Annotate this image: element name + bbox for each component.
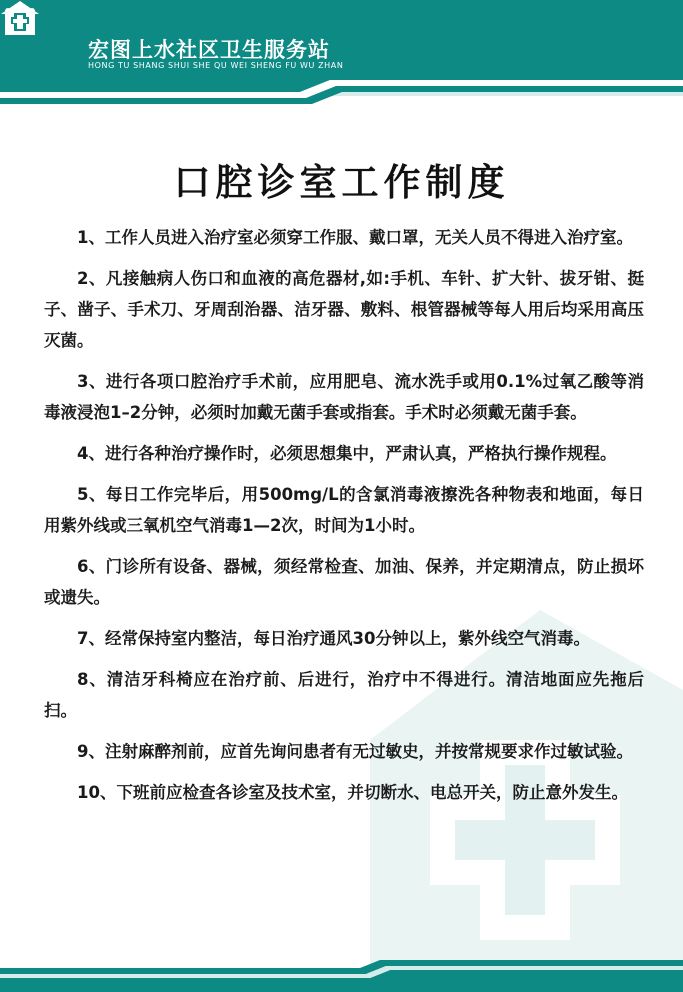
rule-item: 2、凡接触病人伤口和血液的高危器材,如:手机、车针、扩大针、拔牙钳、挺子、凿子、手术刀、牙周刮治器、洁牙器、敷料、根管器械等每人用后均采用高压灭菌。: [44, 269, 644, 350]
clinic-cross-house-icon: [0, 0, 40, 36]
org-pinyin: HONG TU SHANG SHUI SHE QU WEI SHENG FU WU ZHAN: [88, 61, 344, 70]
rule-item: 4、进行各种治疗操作时，必须思想集中，严肃认真，严格执行操作规程。: [77, 444, 617, 463]
header-banner: [0, 0, 683, 110]
rule-item: 1、工作人员进入治疗室必须穿工作服、戴口罩，无关人员不得进入治疗室。: [77, 228, 633, 247]
footer-band: [0, 960, 683, 992]
rules-list: [44, 222, 644, 818]
rule-item: 10、下班前应检查各诊室及技术室，并切断水、电总开关，防止意外发生。: [77, 783, 628, 802]
footer-background: [0, 960, 683, 992]
rule-item: 9、注射麻醉剂前，应首先询问患者有无过敏史，并按常规要求作过敏试验。: [77, 742, 633, 761]
rule-item: 5、每日工作完毕后，用500mg/L的含氯消毒液擦洗各种物表和地面，每日用紫外线或三氧机空气消毒1—2次，时间为1小时。: [44, 485, 644, 535]
rule-item: 7、经常保持室内整洁，每日治疗通风30分钟以上，紫外线空气消毒。: [77, 629, 590, 648]
rule-item: 3、进行各项口腔治疗手术前，应用肥皂、流水洗手或用0.1%过氧乙酸等消毒液浸泡1–2分钟，必须时加戴无菌手套或指套。手术时必须戴无菌手套。: [44, 372, 644, 422]
rule-item: 6、门诊所有设备、器械，须经常检查、加油、保养，并定期清点，防止损坏或遗失。: [44, 557, 644, 607]
rule-item: 8、清洁牙科椅应在治疗前、后进行，治疗中不得进行。清洁地面应先拖后扫。: [44, 670, 644, 720]
org-name: 宏图上水社区卫生服务站: [88, 38, 330, 62]
page-title: 口腔诊室工作制度: [173, 161, 510, 204]
